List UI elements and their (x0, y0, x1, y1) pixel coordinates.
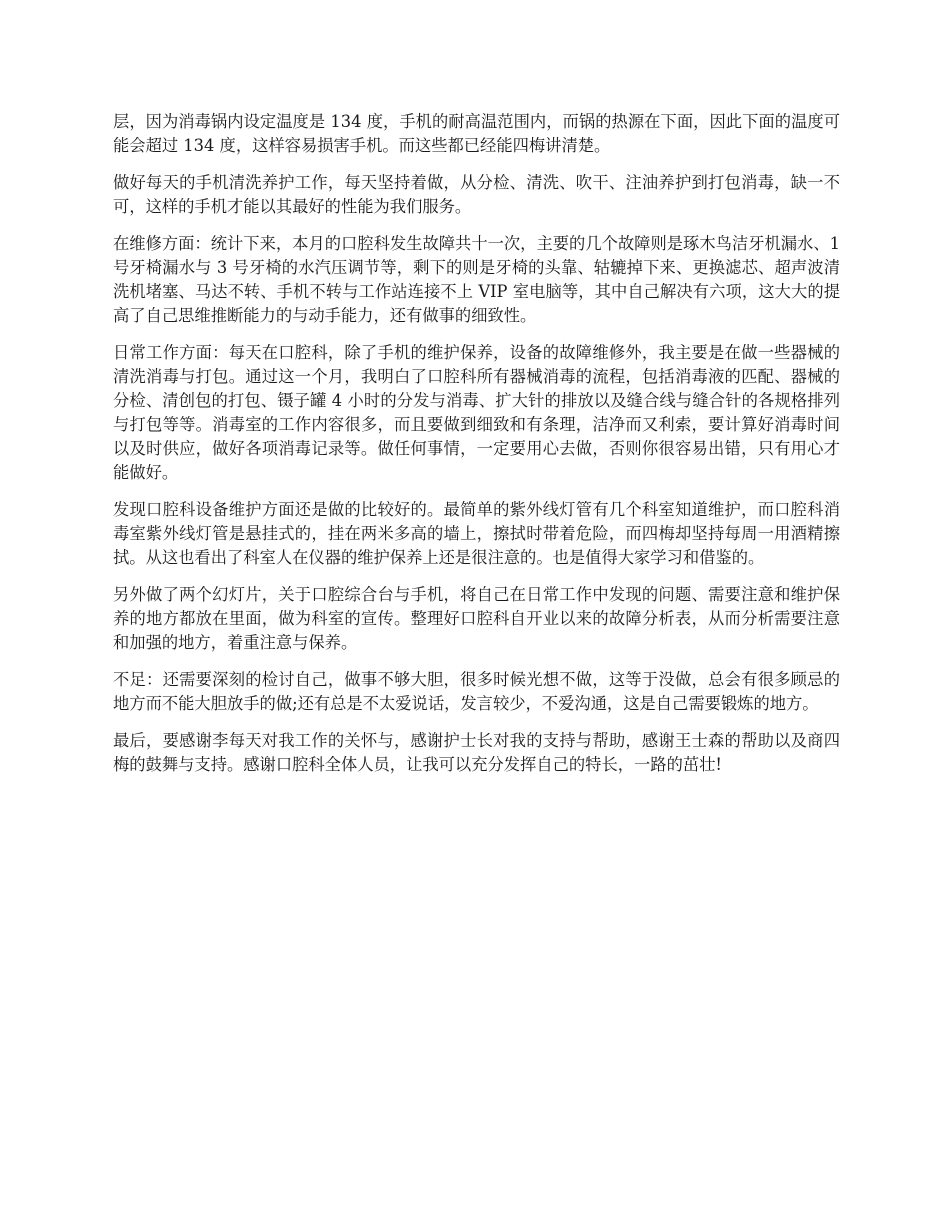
paragraph-8: 最后，要感谢李每天对我工作的关怀与，感谢护士长对我的支持与帮助，感谢王士森的帮助以及商四梅的鼓舞与支持。感谢口腔科全体人员，让我可以充分发挥自己的特长，一路的茁壮! (113, 731, 840, 774)
paragraph-2: 做好每天的手机清洗养护工作，每天坚持着做，从分检、清洗、吹干、注油养护到打包消毒，缺一不可，这样的手机才能以其最好的性能为我们服务。 (113, 173, 840, 216)
paragraph-1: 层，因为消毒锅内设定温度是 134 度，手机的耐高温范围内，而锅的热源在下面，因此下面的温度可能会超过 134 度，这样容易损害手机。而这些都已经能四梅讲清楚。 (113, 112, 840, 155)
paragraph-3: 在维修方面：统计下来，本月的口腔科发生故障共十一次，主要的几个故障则是琢木鸟洁牙机漏水、1 号牙椅漏水与 3 号牙椅的水汽压调节等，剩下的则是牙椅的头靠、轱辘掉下来、更换滤芯、超声波清洗机堵塞、马达不转、手机不转与工作站连接不上 VIP 室电脑等，其中自己解决有六项，这大大的提高了自己思维推断能力的与动手能力，还有做事的细致性。 (113, 234, 840, 325)
paragraph-5: 发现口腔科设备维护方面还是做的比较好的。最简单的紫外线灯管有几个科室知道维护，而口腔科消毒室紫外线灯管是悬挂式的，挂在两米多高的墙上，擦拭时带着危险，而四梅却坚持每周一用酒精擦拭。从这也看出了科室人在仪器的维护保养上还是很注意的。也是值得大家学习和借鉴的。 (113, 500, 840, 567)
paragraph-4: 日常工作方面：每天在口腔科，除了手机的维护保养，设备的故障维修外，我主要是在做一些器械的清洗消毒与打包。通过这一个月，我明白了口腔科所有器械消毒的流程，包括消毒液的匹配、器械的分检、清创包的打包、镊子罐 4 小时的分发与消毒、扩大针的排放以及缝合线与缝合针的各规格排列与打包等等。消毒室的工作内容很多，而且要做到细致和有条理，洁净而又利索，要计算好消毒时间以及时供应，做好各项消毒记录等。做任何事情，一定要用心去做，否则你很容易出错，只有用心才能做好。 (113, 343, 840, 482)
document-body (113, 110, 840, 790)
paragraph-7: 不足：还需要深刻的检讨自己，做事不够大胆，很多时候光想不做，这等于没做，总会有很多顾忌的地方而不能大胆放手的做;还有总是不太爱说话，发言较少，不爱沟通，这是自己需要锻炼的地方。 (113, 670, 840, 713)
paragraph-6: 另外做了两个幻灯片，关于口腔综合台与手机，将自己在日常工作中发现的问题、需要注意和维护保养的地方都放在里面，做为科室的宣传。整理好口腔科自开业以来的故障分析表，从而分析需要注意和加强的地方，着重注意与保养。 (113, 585, 840, 652)
